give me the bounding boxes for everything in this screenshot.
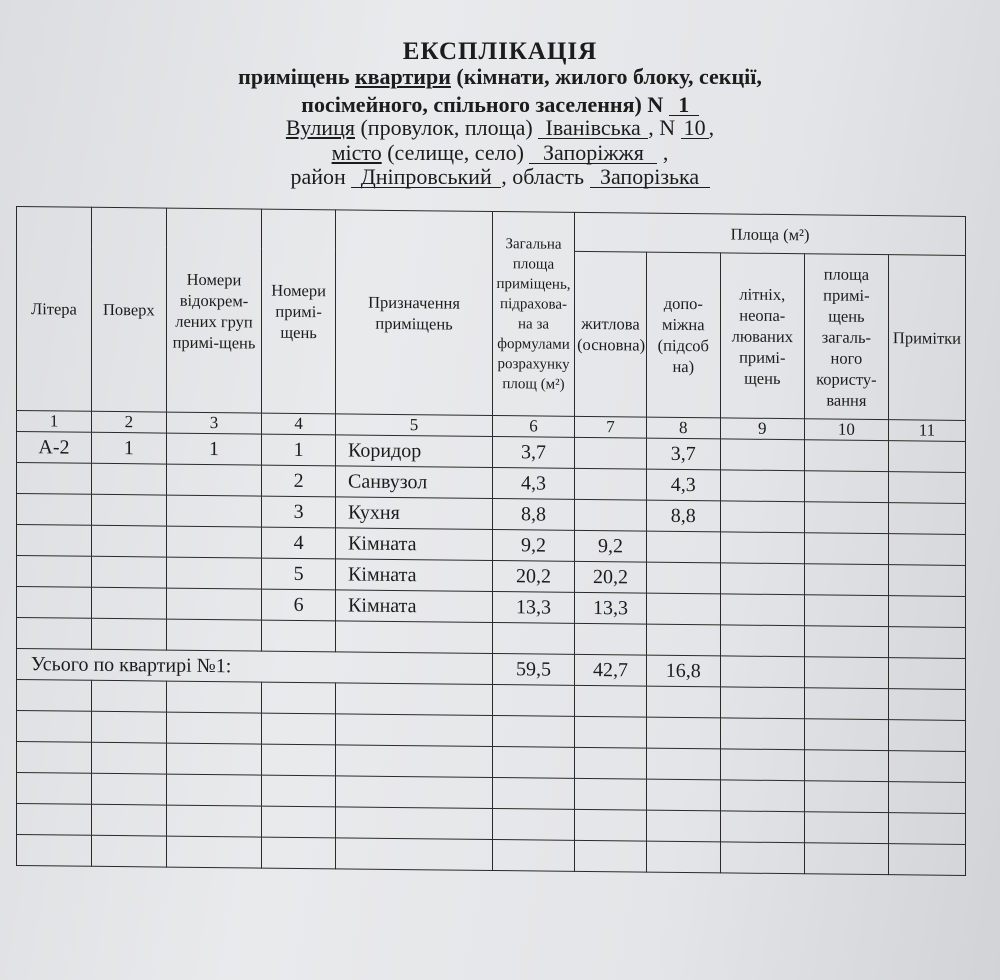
table-cell <box>888 565 965 597</box>
row-living-area: 20,2 <box>575 561 647 593</box>
table-cell <box>166 712 261 744</box>
row-group <box>166 557 261 589</box>
table-cell <box>17 618 92 650</box>
table-cell <box>720 594 804 626</box>
row-living-area <box>575 499 647 531</box>
table-cell <box>17 711 92 743</box>
table-cell <box>166 681 261 713</box>
apartment-number: 1 <box>669 95 699 116</box>
table-cell <box>888 782 965 814</box>
row-auxiliary-area <box>646 593 720 625</box>
table-cell <box>336 807 493 840</box>
row-litera <box>17 494 92 526</box>
table-cell <box>804 564 888 596</box>
table-cell <box>262 775 336 807</box>
table-cell <box>888 658 965 690</box>
row-group <box>166 495 261 527</box>
table-cell <box>888 689 965 721</box>
table-cell <box>888 596 965 628</box>
table-cell <box>166 743 261 775</box>
table-cell <box>804 719 888 751</box>
col-num: 5 <box>336 414 493 437</box>
row-floor <box>91 587 166 619</box>
subtitle-text-b: квартири <box>355 64 451 89</box>
subtitle-text-a: приміщень <box>238 64 355 89</box>
table-cell <box>804 626 888 658</box>
row-floor <box>91 556 166 588</box>
table-cell <box>720 656 804 688</box>
table-cell <box>646 717 720 749</box>
table-cell <box>720 563 804 595</box>
table-cell <box>493 808 575 840</box>
table-cell <box>888 472 965 504</box>
table-cell <box>166 774 261 806</box>
row-room-number: 5 <box>262 558 336 590</box>
table-cell <box>720 532 804 564</box>
row-living-area <box>575 468 647 500</box>
table-cell <box>166 805 261 837</box>
table-cell <box>262 837 336 869</box>
table-cell <box>720 501 804 533</box>
row-room-number: 4 <box>262 527 336 559</box>
col-num: 8 <box>646 417 720 439</box>
table-cell <box>91 773 166 805</box>
table-cell <box>262 682 336 714</box>
row-total-area: 4,3 <box>493 467 575 499</box>
table-cell <box>804 688 888 720</box>
row-total-area: 8,8 <box>493 498 575 530</box>
table-cell <box>493 777 575 809</box>
row-living-area: 13,3 <box>575 592 647 624</box>
district-label: район <box>290 164 352 189</box>
street-value: Іванівська <box>538 118 648 139</box>
table-cell <box>646 748 720 780</box>
header-purpose: Призначення приміщень <box>336 210 493 416</box>
col-num: 7 <box>575 416 647 438</box>
table-cell <box>720 842 804 874</box>
city-line: місто (селище, село) Запоріжжя , <box>331 140 669 165</box>
table-cell <box>720 625 804 657</box>
table-cell <box>575 747 647 779</box>
table-cell <box>336 776 493 809</box>
table-cell <box>575 840 647 872</box>
header-notes: Примітки <box>888 255 965 421</box>
table-cell <box>493 746 575 778</box>
table-cell <box>17 804 92 836</box>
header-groups: Номери відокрем-лених груп примі-щень <box>166 208 261 413</box>
subtitle-text-d: посімейного, спільного заселення) N <box>301 92 669 117</box>
table-cell <box>720 749 804 781</box>
summary-living: 42,7 <box>575 654 647 686</box>
table-cell <box>646 779 720 811</box>
table-cell <box>646 686 720 718</box>
table-header-row <box>17 207 966 256</box>
summary-total: 59,5 <box>493 653 575 685</box>
summary-auxiliary: 16,8 <box>646 655 720 687</box>
row-total-area: 3,7 <box>493 436 575 468</box>
col-num: 10 <box>804 419 888 441</box>
row-total-area: 20,2 <box>493 560 575 592</box>
col-num: 9 <box>720 418 804 440</box>
row-litera <box>17 463 92 495</box>
table-cell <box>17 680 92 712</box>
row-purpose: Кімната <box>336 559 493 592</box>
table-cell <box>888 503 965 535</box>
table-cell <box>575 809 647 841</box>
row-purpose: Кухня <box>336 497 493 530</box>
table-cell <box>720 811 804 843</box>
city-label: місто <box>331 140 382 165</box>
table-cell <box>804 502 888 534</box>
street-label-rest: (провулок, площа) <box>354 115 539 140</box>
row-group <box>166 588 261 620</box>
table-cell <box>262 713 336 745</box>
table-cell <box>336 745 493 778</box>
row-purpose: Санвузол <box>336 466 493 499</box>
header-living: житлова (основна) <box>575 251 647 417</box>
table-cell <box>888 813 965 845</box>
table-cell <box>804 595 888 627</box>
district-line <box>0 164 1000 190</box>
col-num: 3 <box>166 412 261 434</box>
row-room-number: 6 <box>262 589 336 621</box>
row-litera <box>17 587 92 619</box>
row-living-area <box>575 437 647 469</box>
subtitle-text-c: (кімнати, жилого блоку, секції, <box>450 64 762 89</box>
table-cell <box>493 622 575 654</box>
row-floor <box>91 463 166 495</box>
table-cell <box>720 439 804 471</box>
row-room-number: 1 <box>262 434 336 466</box>
table-cell <box>336 621 493 654</box>
table-cell <box>720 780 804 812</box>
table-cell <box>804 533 888 565</box>
house-value: 10 <box>681 118 709 139</box>
row-group: 1 <box>166 433 261 465</box>
table-cell <box>646 810 720 842</box>
table-cell <box>91 680 166 712</box>
region-value: Запорізька <box>590 167 710 188</box>
table-cell <box>804 781 888 813</box>
col-num: 6 <box>493 415 575 437</box>
table-cell <box>262 744 336 776</box>
table-cell <box>888 844 965 876</box>
header-total-area: Загальна площа приміщень, підрахова-на за формулами розрахунку площ (м²) <box>493 211 575 416</box>
row-litera <box>17 556 92 588</box>
table-cell <box>646 624 720 656</box>
table-cell <box>17 742 92 774</box>
table-cell <box>91 835 166 867</box>
header-common: площа примі-щень загаль-ного користу-вання <box>804 254 888 420</box>
row-auxiliary-area <box>646 531 720 563</box>
row-auxiliary-area: 8,8 <box>646 500 720 532</box>
summary-label: Усього по квартирі №1: <box>17 649 493 685</box>
table-cell <box>262 620 336 652</box>
table-cell <box>804 657 888 689</box>
table-cell <box>575 685 647 717</box>
table-cell <box>336 838 493 871</box>
row-group <box>166 464 261 496</box>
table-cell <box>493 839 575 871</box>
document-subtitle <box>0 63 1000 119</box>
table-cell <box>91 742 166 774</box>
table-cell <box>17 773 92 805</box>
col-num: 4 <box>262 413 336 435</box>
table-cell <box>888 534 965 566</box>
table-cell <box>575 778 647 810</box>
table-cell <box>493 715 575 747</box>
street-line: Вулиця (провулок, площа) Іванівська , N 10 , <box>285 115 715 140</box>
table-cell <box>804 440 888 472</box>
row-auxiliary-area: 4,3 <box>646 469 720 501</box>
row-auxiliary-area <box>646 562 720 594</box>
row-total-area: 9,2 <box>493 529 575 561</box>
row-floor <box>91 494 166 526</box>
table-cell <box>888 441 965 473</box>
row-purpose: Коридор <box>336 435 493 468</box>
table-cell <box>888 627 965 659</box>
header-summer: літніх, неопа-люваних примі-щень <box>720 253 804 419</box>
table-cell <box>804 812 888 844</box>
row-group <box>166 526 261 558</box>
col-num: 2 <box>91 411 166 433</box>
table-cell <box>804 843 888 875</box>
header-area-group: Площа (м²) <box>575 212 966 255</box>
row-auxiliary-area: 3,7 <box>646 438 720 470</box>
header-auxiliary: допо-міжна (підсоб на) <box>646 252 720 418</box>
table-cell <box>720 718 804 750</box>
row-litera <box>17 525 92 557</box>
table-cell <box>804 471 888 503</box>
row-purpose: Кімната <box>336 528 493 561</box>
district-value: Дніпровський <box>351 167 501 188</box>
table-cell <box>336 683 493 716</box>
row-room-number: 3 <box>262 496 336 528</box>
table-cell <box>493 684 575 716</box>
row-purpose: Кімната <box>336 590 493 623</box>
table-cell <box>575 623 647 655</box>
table-cell <box>646 841 720 873</box>
row-floor: 1 <box>91 432 166 464</box>
table-cell <box>336 714 493 747</box>
row-living-area: 9,2 <box>575 530 647 562</box>
table-cell <box>262 806 336 838</box>
region-label: , область <box>501 164 590 189</box>
city-label-rest: (селище, село) <box>381 140 530 165</box>
city-value: Запоріжжя <box>529 143 657 164</box>
header-litera: Літера <box>17 207 92 412</box>
header-floor: Поверх <box>91 207 166 412</box>
table-cell <box>575 716 647 748</box>
table-cell <box>166 836 261 868</box>
table-cell <box>17 835 92 867</box>
row-total-area: 13,3 <box>493 591 575 623</box>
table-cell <box>720 470 804 502</box>
street-label: Вулиця <box>285 115 355 140</box>
document-title: ЕКСПЛІКАЦІЯ <box>402 38 598 65</box>
table-cell <box>888 751 965 783</box>
header-room-numbers: Номери примі-щень <box>262 209 336 414</box>
table-cell <box>91 618 166 650</box>
explication-table <box>16 206 966 898</box>
row-room-number: 2 <box>262 465 336 497</box>
table-cell <box>804 750 888 782</box>
table-cell <box>888 720 965 752</box>
house-label: , N <box>648 115 681 140</box>
col-num: 11 <box>888 420 965 442</box>
col-num: 1 <box>17 411 92 433</box>
table-cell <box>91 711 166 743</box>
row-litera: А-2 <box>17 432 92 464</box>
table-cell <box>166 619 261 651</box>
row-floor <box>91 525 166 557</box>
table-cell <box>720 687 804 719</box>
table-cell <box>91 804 166 836</box>
